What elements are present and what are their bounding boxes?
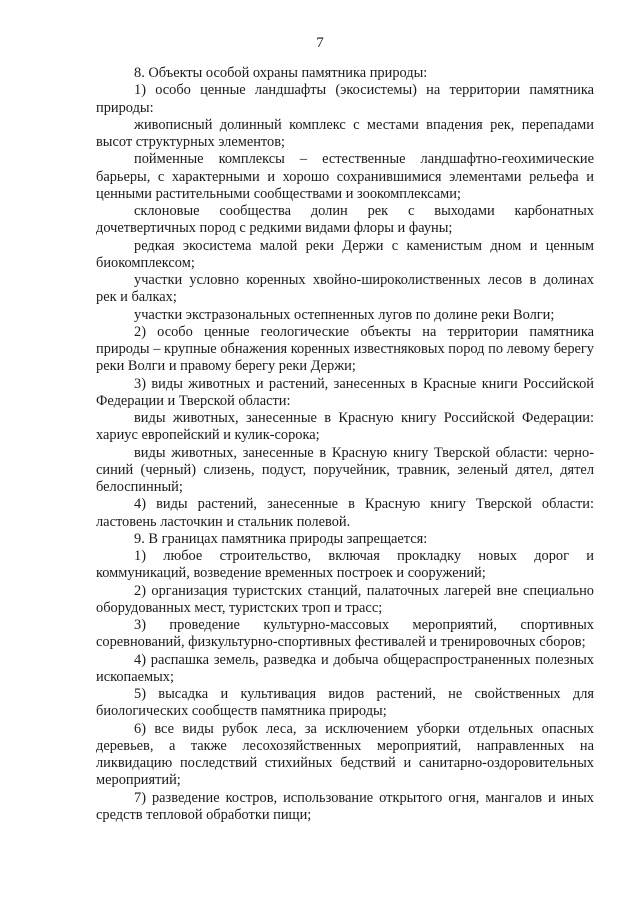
page-number: 7 (316, 35, 324, 51)
paragraph: виды животных, занесенные в Красную книгу Тверской области: черно-синий (черный) слизень, подуст, поручейник, травник, зеленый дятел, дятел белоспинный; (96, 444, 594, 495)
paragraph: редкая экосистема малой реки Держи с каменистым дном и ценным биокомплексом; (96, 237, 594, 271)
paragraph: 5) высадка и культивация видов растений, не свойственных для биологических сообществ памятника природы; (96, 686, 594, 720)
paragraph: виды животных, занесенные в Красную книгу Российской Федерации: хариус европейский и кулик-сорока; (96, 410, 594, 444)
paragraph: 3) виды животных и растений, занесенных в Красные книги Российской Федерации и Тверской области: (96, 375, 594, 409)
document-body (96, 65, 594, 824)
paragraph: пойменные комплексы – естественные ландшафтно-геохимические барьеры, с характерными и хорошо сохранившимися элементами рельефа и ценными растительными сообществами и зоокомплексами; (96, 151, 594, 202)
paragraph: 1) особо ценные ландшафты (экосистемы) на территории памятника природы: (96, 82, 594, 116)
section-9-heading: 9. В границах памятника природы запрещается: (134, 530, 428, 547)
paragraph: участки условно коренных хвойно-широколиственных лесов в долинах рек и балках; (96, 272, 594, 306)
paragraph: 4) виды растений, занесенные в Красную книгу Тверской области: ластовень ласточкин и стальник полевой. (96, 496, 594, 530)
paragraph: 3) проведение культурно-массовых мероприятий, спортивных соревнований, физкультурно-спортивных фестивалей и тренировочных сборов; (96, 617, 594, 651)
paragraph: 7) разведение костров, использование открытого огня, мангалов и иных средств тепловой обработки пищи; (96, 789, 594, 823)
paragraph: склоновые сообщества долин рек с выходами карбонатных дочетвертичных пород с редкими видами флоры и фауны; (96, 203, 594, 237)
paragraph: 4) распашка земель, разведка и добыча общераспространенных полезных ископаемых; (96, 651, 594, 685)
section-8-heading: 8. Объекты особой охраны памятника природы: (134, 65, 428, 81)
paragraph: 1) любое строительство, включая прокладку новых дорог и коммуникаций, возведение временных построек и сооружений; (96, 548, 594, 582)
paragraph: 6) все виды рубок леса, за исключением уборки отдельных опасных деревьев, а также лесохозяйственных мероприятий, направленных на ликвидацию последствий стихийных бедствий и санитарно-оздоровительных мероприятий; (96, 720, 594, 789)
paragraph: 2) особо ценные геологические объекты на территории памятника природы – крупные обнажения коренных известняковых пород по левому берегу реки Волги и правому берегу реки Держи; (96, 323, 594, 375)
paragraph: 2) организация туристских станций, палаточных лагерей вне специально оборудованных мест, туристских троп и трасс; (96, 582, 594, 616)
paragraph: участки экстразональных остепненных лугов по долине реки Волги; (134, 306, 555, 323)
paragraph: живописный долинный комплекс с местами впадения рек, перепадами высот структурных элементов; (96, 116, 594, 150)
